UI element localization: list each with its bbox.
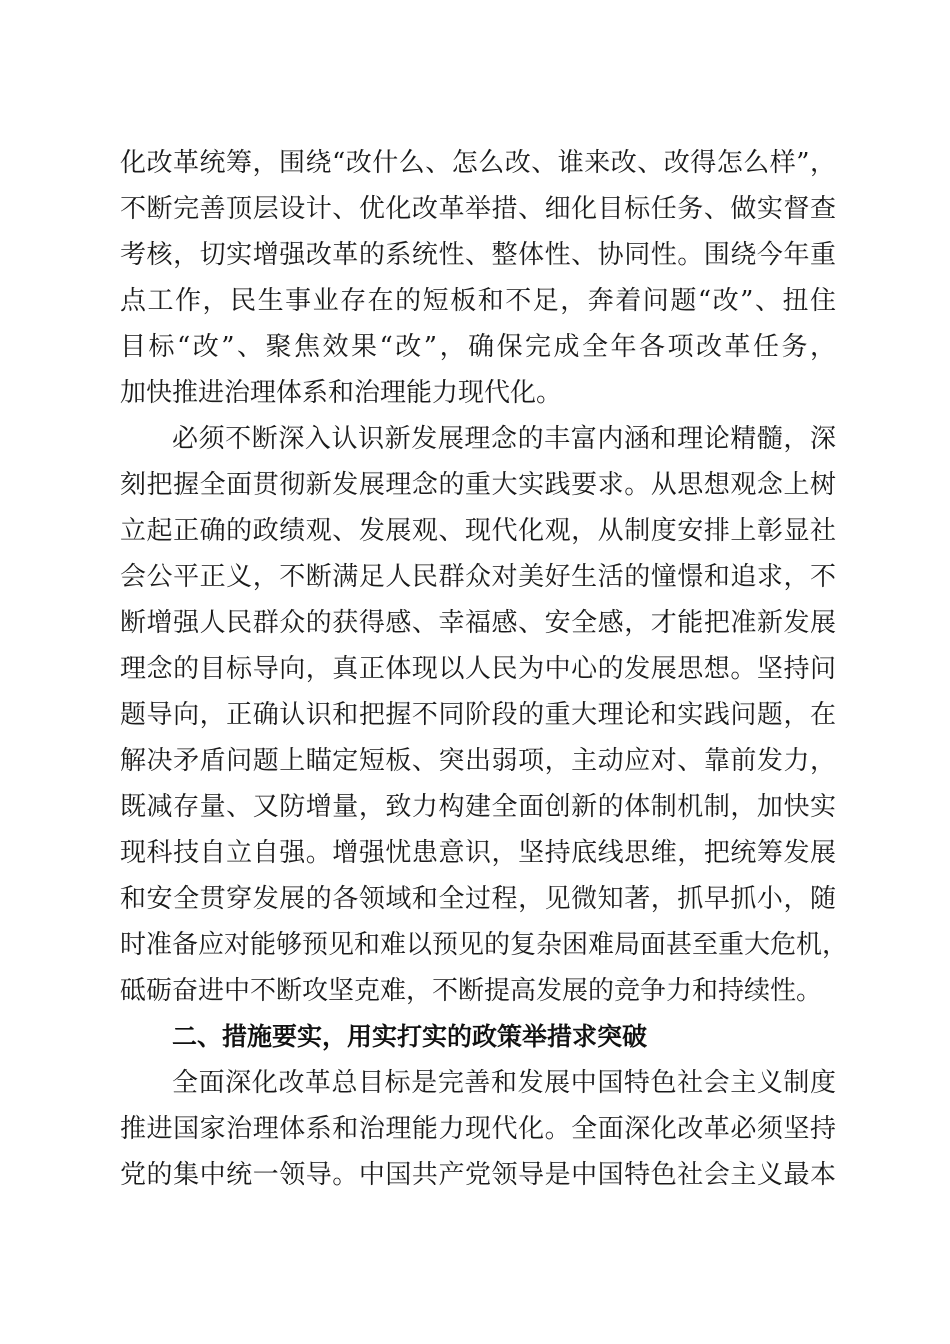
section-heading: 二、措施要实，用实打实的政策举措求突破 bbox=[172, 1022, 648, 1051]
paragraph-2-line-6: 理念的目标导向，真正体现以人民为中心的发展思想。坚持问 bbox=[120, 654, 836, 684]
paragraph-2-line-9: 既减存量、又防增量，致力构建全面创新的体制机制，加快实 bbox=[120, 792, 836, 822]
paragraph-1-line-2: 不断完善顶层设计、优化改革举措、细化目标任务、做实督查 bbox=[120, 194, 836, 224]
paragraph-2-line-12: 时准备应对能够预见和难以预见的复杂困难局面甚至重大危机， bbox=[120, 930, 849, 960]
paragraph-1-line-3: 考核，切实增强改革的系统性、整体性、协同性。围绕今年重 bbox=[120, 240, 836, 270]
paragraph-2-line-7: 题导向，正确认识和把握不同阶段的重大理论和实践问题，在 bbox=[120, 700, 836, 730]
paragraph-2-line-11: 和安全贯穿发展的各领域和全过程，见微知著，抓早抓小，随 bbox=[120, 884, 836, 914]
paragraph-3-line-1: 全面深化改革总目标是完善和发展中国特色社会主义制度 bbox=[172, 1068, 836, 1098]
paragraph-2-line-4: 会公平正义，不断满足人民群众对美好生活的憧憬和追求，不 bbox=[120, 562, 836, 592]
paragraph-2-line-10: 现科技自立自强。增强忧患意识，坚持底线思维，把统筹发展 bbox=[120, 838, 836, 868]
paragraph-2-line-3: 立起正确的政绩观、发展观、现代化观，从制度安排上彰显社 bbox=[120, 516, 836, 546]
paragraph-1-line-4: 点工作，民生事业存在的短板和不足，奔着问题“改”、扭住 bbox=[120, 286, 836, 316]
paragraph-1-line-6: 加快推进治理体系和治理能力现代化。 bbox=[120, 378, 563, 408]
paragraph-2-line-5: 断增强人民群众的获得感、幸福感、安全感，才能把准新发展 bbox=[120, 608, 836, 638]
paragraph-1-line-5: 目标“改”、聚焦效果“改”，确保完成全年各项改革任务， bbox=[120, 332, 836, 362]
paragraph-3-line-2: 推进国家治理体系和治理能力现代化。全面深化改革必须坚持 bbox=[120, 1114, 836, 1144]
paragraph-2-line-2: 刻把握全面贯彻新发展理念的重大实践要求。从思想观念上树 bbox=[120, 470, 836, 500]
paragraph-2-line-13: 砥砺奋进中不断攻坚克难，不断提高发展的竞争力和持续性。 bbox=[120, 976, 823, 1006]
paragraph-3-line-3: 党的集中统一领导。中国共产党领导是中国特色社会主义最本 bbox=[120, 1160, 836, 1190]
paragraph-2-line-8: 解决矛盾问题上瞄定短板、突出弱项，主动应对、靠前发力， bbox=[120, 746, 836, 776]
paragraph-1-line-1: 化改革统筹，围绕“改什么、怎么改、谁来改、改得怎么样”， bbox=[120, 148, 836, 178]
paragraph-2-line-1: 必须不断深入认识新发展理念的丰富内涵和理论精髓，深 bbox=[172, 424, 836, 454]
